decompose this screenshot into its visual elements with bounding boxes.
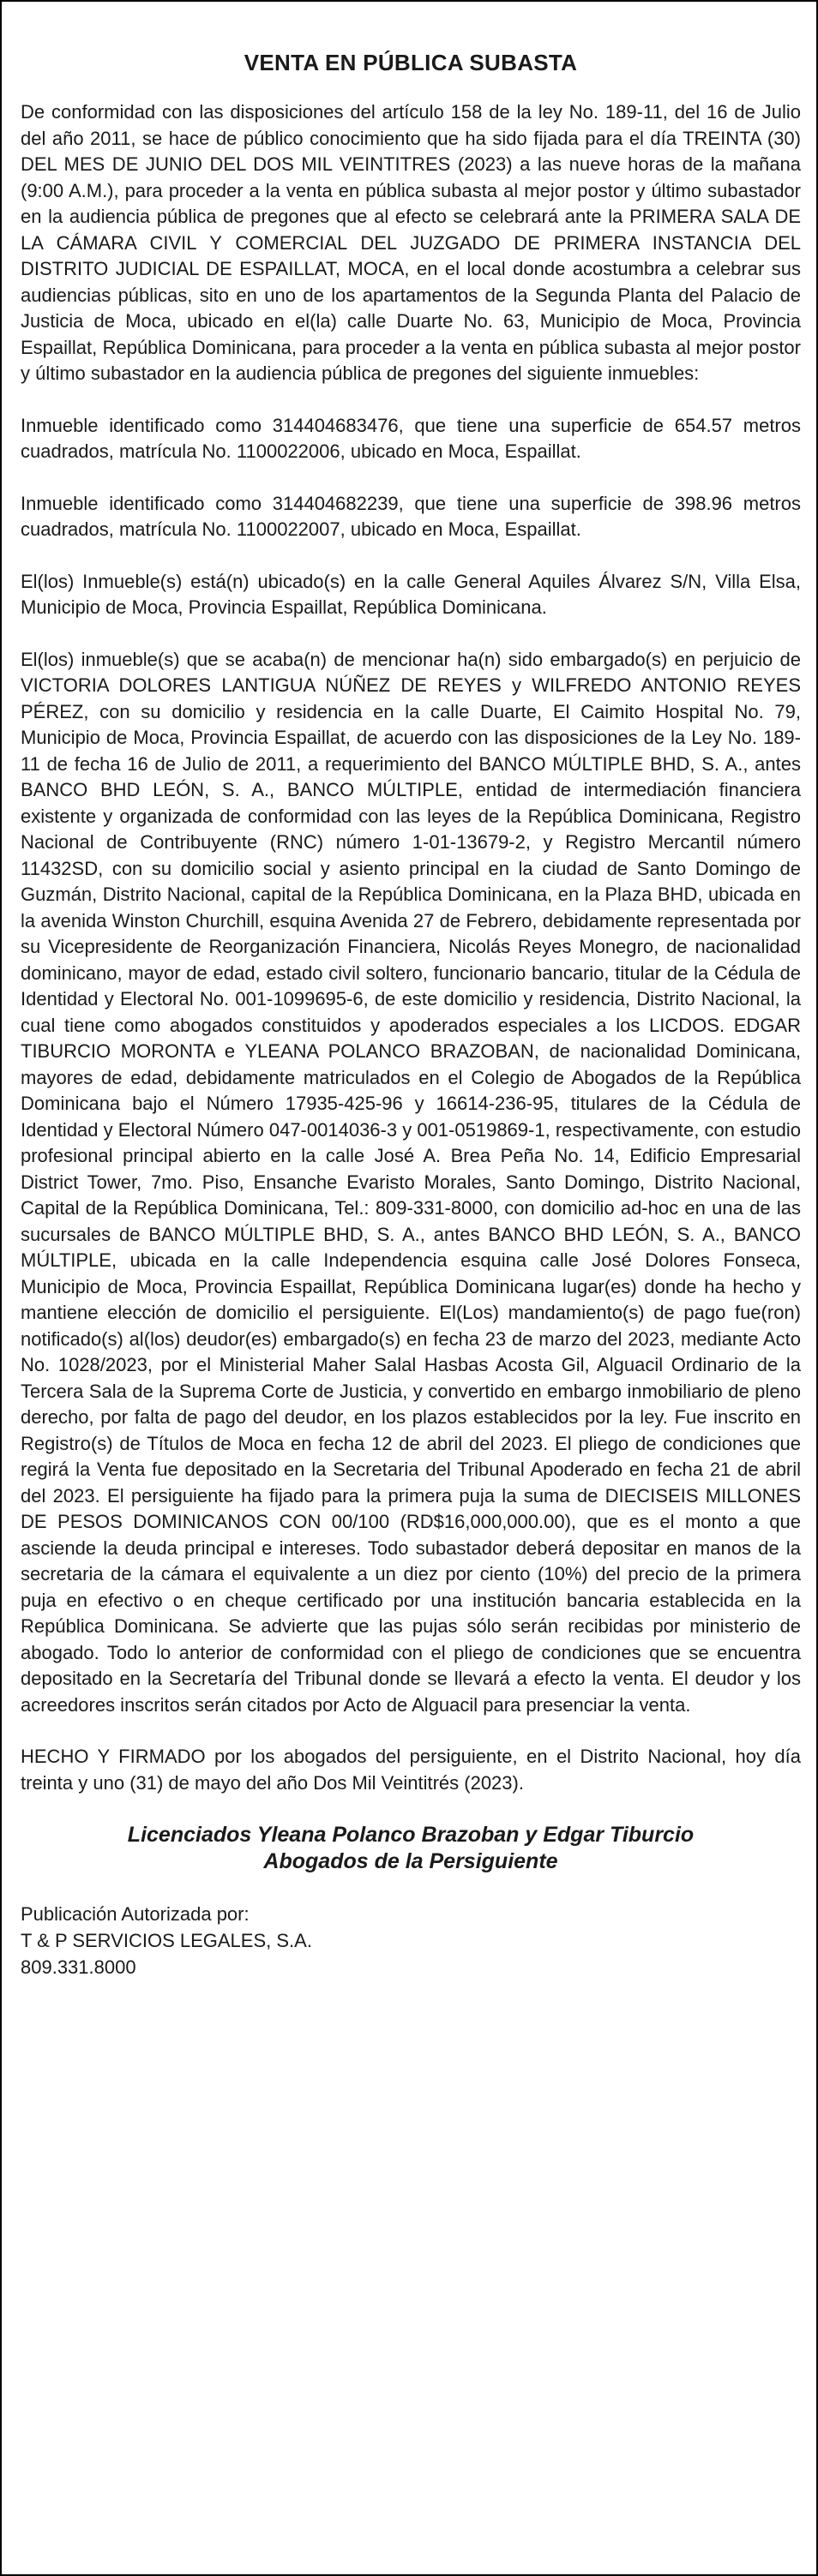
signature-role: Abogados de la Persiguiente xyxy=(263,1849,558,1873)
publication-company: T & P SERVICIOS LEGALES, S.A. xyxy=(21,1930,312,1951)
publication-phone: 809.331.8000 xyxy=(21,1956,136,1978)
signature-block xyxy=(21,1822,801,1875)
paragraph-announcement: De conformidad con las disposiciones del artículo 158 de la ley No. 189-11, del 16 de Julio del año 2011, se hace de público conocimiento que ha sido fijada para el día TREINTA (30) DEL MES DE JUNIO DEL DOS MIL VEINTITRES (2023) a las nueve horas de la mañana (9:00 A.M.), para proceder a la venta en pública subasta al mejor postor y último subastador en la audiencia pública de pregones que al efecto se celebrará ante la PRIMERA SALA DE LA CÁMARA CIVIL Y COMERCIAL DEL JUZGADO DE PRIMERA INSTANCIA DEL DISTRITO JUDICIAL DE ESPAILLAT, MOCA, en el local donde acostumbra a celebrar sus audiencias públicas, sito en uno de los apartamentos de la Segunda Planta del Palacio de Justicia de Moca, ubicado en el(la) calle Duarte No. 63, Municipio de Moca, Provincia Espaillat, República Dominicana, para proceder a la venta en pública subasta al mejor postor y último subastador en la audiencia pública de pregones del siguiente inmuebles: xyxy=(21,101,801,384)
paragraph-property-2: Inmueble identificado como 314404682239, que tiene una superficie de 398.96 metros cuadrados, matrícula No. 1100022007, ubicado en Moca, Espaillat. xyxy=(21,492,801,540)
paragraph-location: El(los) Inmueble(s) está(n) ubicado(s) en la calle General Aquiles Álvarez S/N, Villa Elsa, Municipio de Moca, Provincia Espaillat, República Dominicana. xyxy=(21,570,801,618)
paragraph-signed: HECHO Y FIRMADO por los abogados del persiguiente, en el Distrito Nacional, hoy día treinta y uno (31) de mayo del año Dos Mil Veintitrés (2023). xyxy=(21,1746,801,1794)
notice-content xyxy=(21,27,801,1980)
paragraph-seizure-details: El(los) inmueble(s) que se acaba(n) de mencionar ha(n) sido embargado(s) en perjuicio de VICTORIA DOLORES LANTIGUA NÚÑEZ DE REYES y WILFREDO ANTONIO REYES PÉREZ, con su domicilio y residencia en la calle Duarte, El Caimito Hospital No. 79, Municipio de Moca, Provincia Espaillat, de acuerdo con las disposiciones de la Ley No. 189-11 de fecha 16 de Julio de 2011, a requerimiento del BANCO MÚLTIPLE BHD, S. A., antes BANCO BHD LEÓN, S. A., BANCO MÚLTIPLE, entidad de intermediación financiera existente y organizada de conformidad con las leyes de la República Dominicana, Registro Nacional de Contribuyente (RNC) número 1-01-13679-2, y Registro Mercantil número 11432SD, con su domicilio social y asiento principal en la ciudad de Santo Domingo de Guzmán, Distrito Nacional, capital de la República Dominicana, en la Plaza BHD, ubicada en la avenida Winston Churchill, esquina Avenida 27 de Febrero, debidamente representada por su Vicepresidente de Reorganización Financiera, Nicolás Reyes Monegro, de nacionalidad dominicano, mayor de edad, estado civil soltero, funcionario bancario, titular de la Cédula de Identidad y Electoral No. 001-1099695-6, de este domicilio y residencia, Distrito Nacional, la cual tiene como abogados constituidos y apoderados especiales a los LICDOS. EDGAR TIBURCIO MORONTA e YLEANA POLANCO BRAZOBAN, de nacionalidad Dominicana, mayores de edad, debidamente matriculados en el Colegio de Abogados de la República Dominicana bajo el Número 17935-425-96 y 16614-236-95, titulares de la Cédula de Identidad y Electoral Número 047-0014036-3 y 001-0519869-1, respectivamente, con estudio profesional principal abierto en la calle José A. Brea Peña No. 14, Edificio Empresarial District Tower, 7mo. Piso, Ensanche Evaristo Morales, Santo Domingo, Distrito Nacional, Capital de la República Dominicana, Tel.: 809-331-8000, con domicilio ad-hoc en una de las sucursales de BANCO MÚLTIPLE BHD, S. A., antes BANCO BHD LEÓN, S. A., BANCO MÚLTIPLE, ubicada en la calle Independencia esquina calle José Dolores Fonseca, Municipio de Moca, Provincia Espaillat, República Dominicana lugar(es) donde ha hecho y mantiene elección de domicilio el persiguiente. El(Los) mandamiento(s) de pago fue(ron) notificado(s) al(los) deudor(es) embargado(s) en fecha 23 de marzo del 2023, mediante Acto No. 1028/2023, por el Ministerial Maher Salal Hasbas Acosta Gil, Alguacil Ordinario de la Tercera Sala de la Suprema Corte de Justicia, y convertido en embargo inmobiliario de pleno derecho, por falta de pago del deudor, en los plazos establecidos por la ley. Fue inscrito en Registro(s) de Títulos de Moca en fecha 12 de abril del 2023. El pliego de condiciones que regirá la Venta fue depositado en la Secretaria del Tribunal Apoderado en fecha 21 de abril del 2023. El persiguiente ha fijado para la primera puja la suma de DIECISEIS MILLONES DE PESOS DOMINICANOS CON 00/100 (RD$16,000,000.00), que es el monto a que asciende la deuda principal e intereses. Todo subastador deberá depositar en manos de la secretaria de la cámara el equivalente a un diez por ciento (10%) del precio de la primera puja en efectivo o en cheque certificado por una institución bancaria establecida en la República Dominicana. Se advierte que las pujas sólo serán recibidas por ministerio de abogado. Todo lo anterior de conformidad con el pliego de condiciones que se encuentra depositado en la Secretaría del Tribunal donde se llevará a efecto la venta. El deudor y los acreedores inscritos serán citados por Acto de Alguacil para presenciar la venta. xyxy=(21,648,801,1716)
notice-title: VENTA EN PÚBLICA SUBASTA xyxy=(244,50,578,75)
publication-label: Publicación Autorizada por: xyxy=(21,1903,250,1925)
signature-names: Licenciados Yleana Polanco Brazoban y Edgar Tiburcio xyxy=(127,1823,695,1847)
publication-block xyxy=(21,1901,801,1980)
paragraph-property-1: Inmueble identificado como 314404683476, que tiene una superficie de 654.57 metros cuadrados, matrícula No. 1100022006, ubicado en Moca, Espaillat. xyxy=(21,414,801,462)
